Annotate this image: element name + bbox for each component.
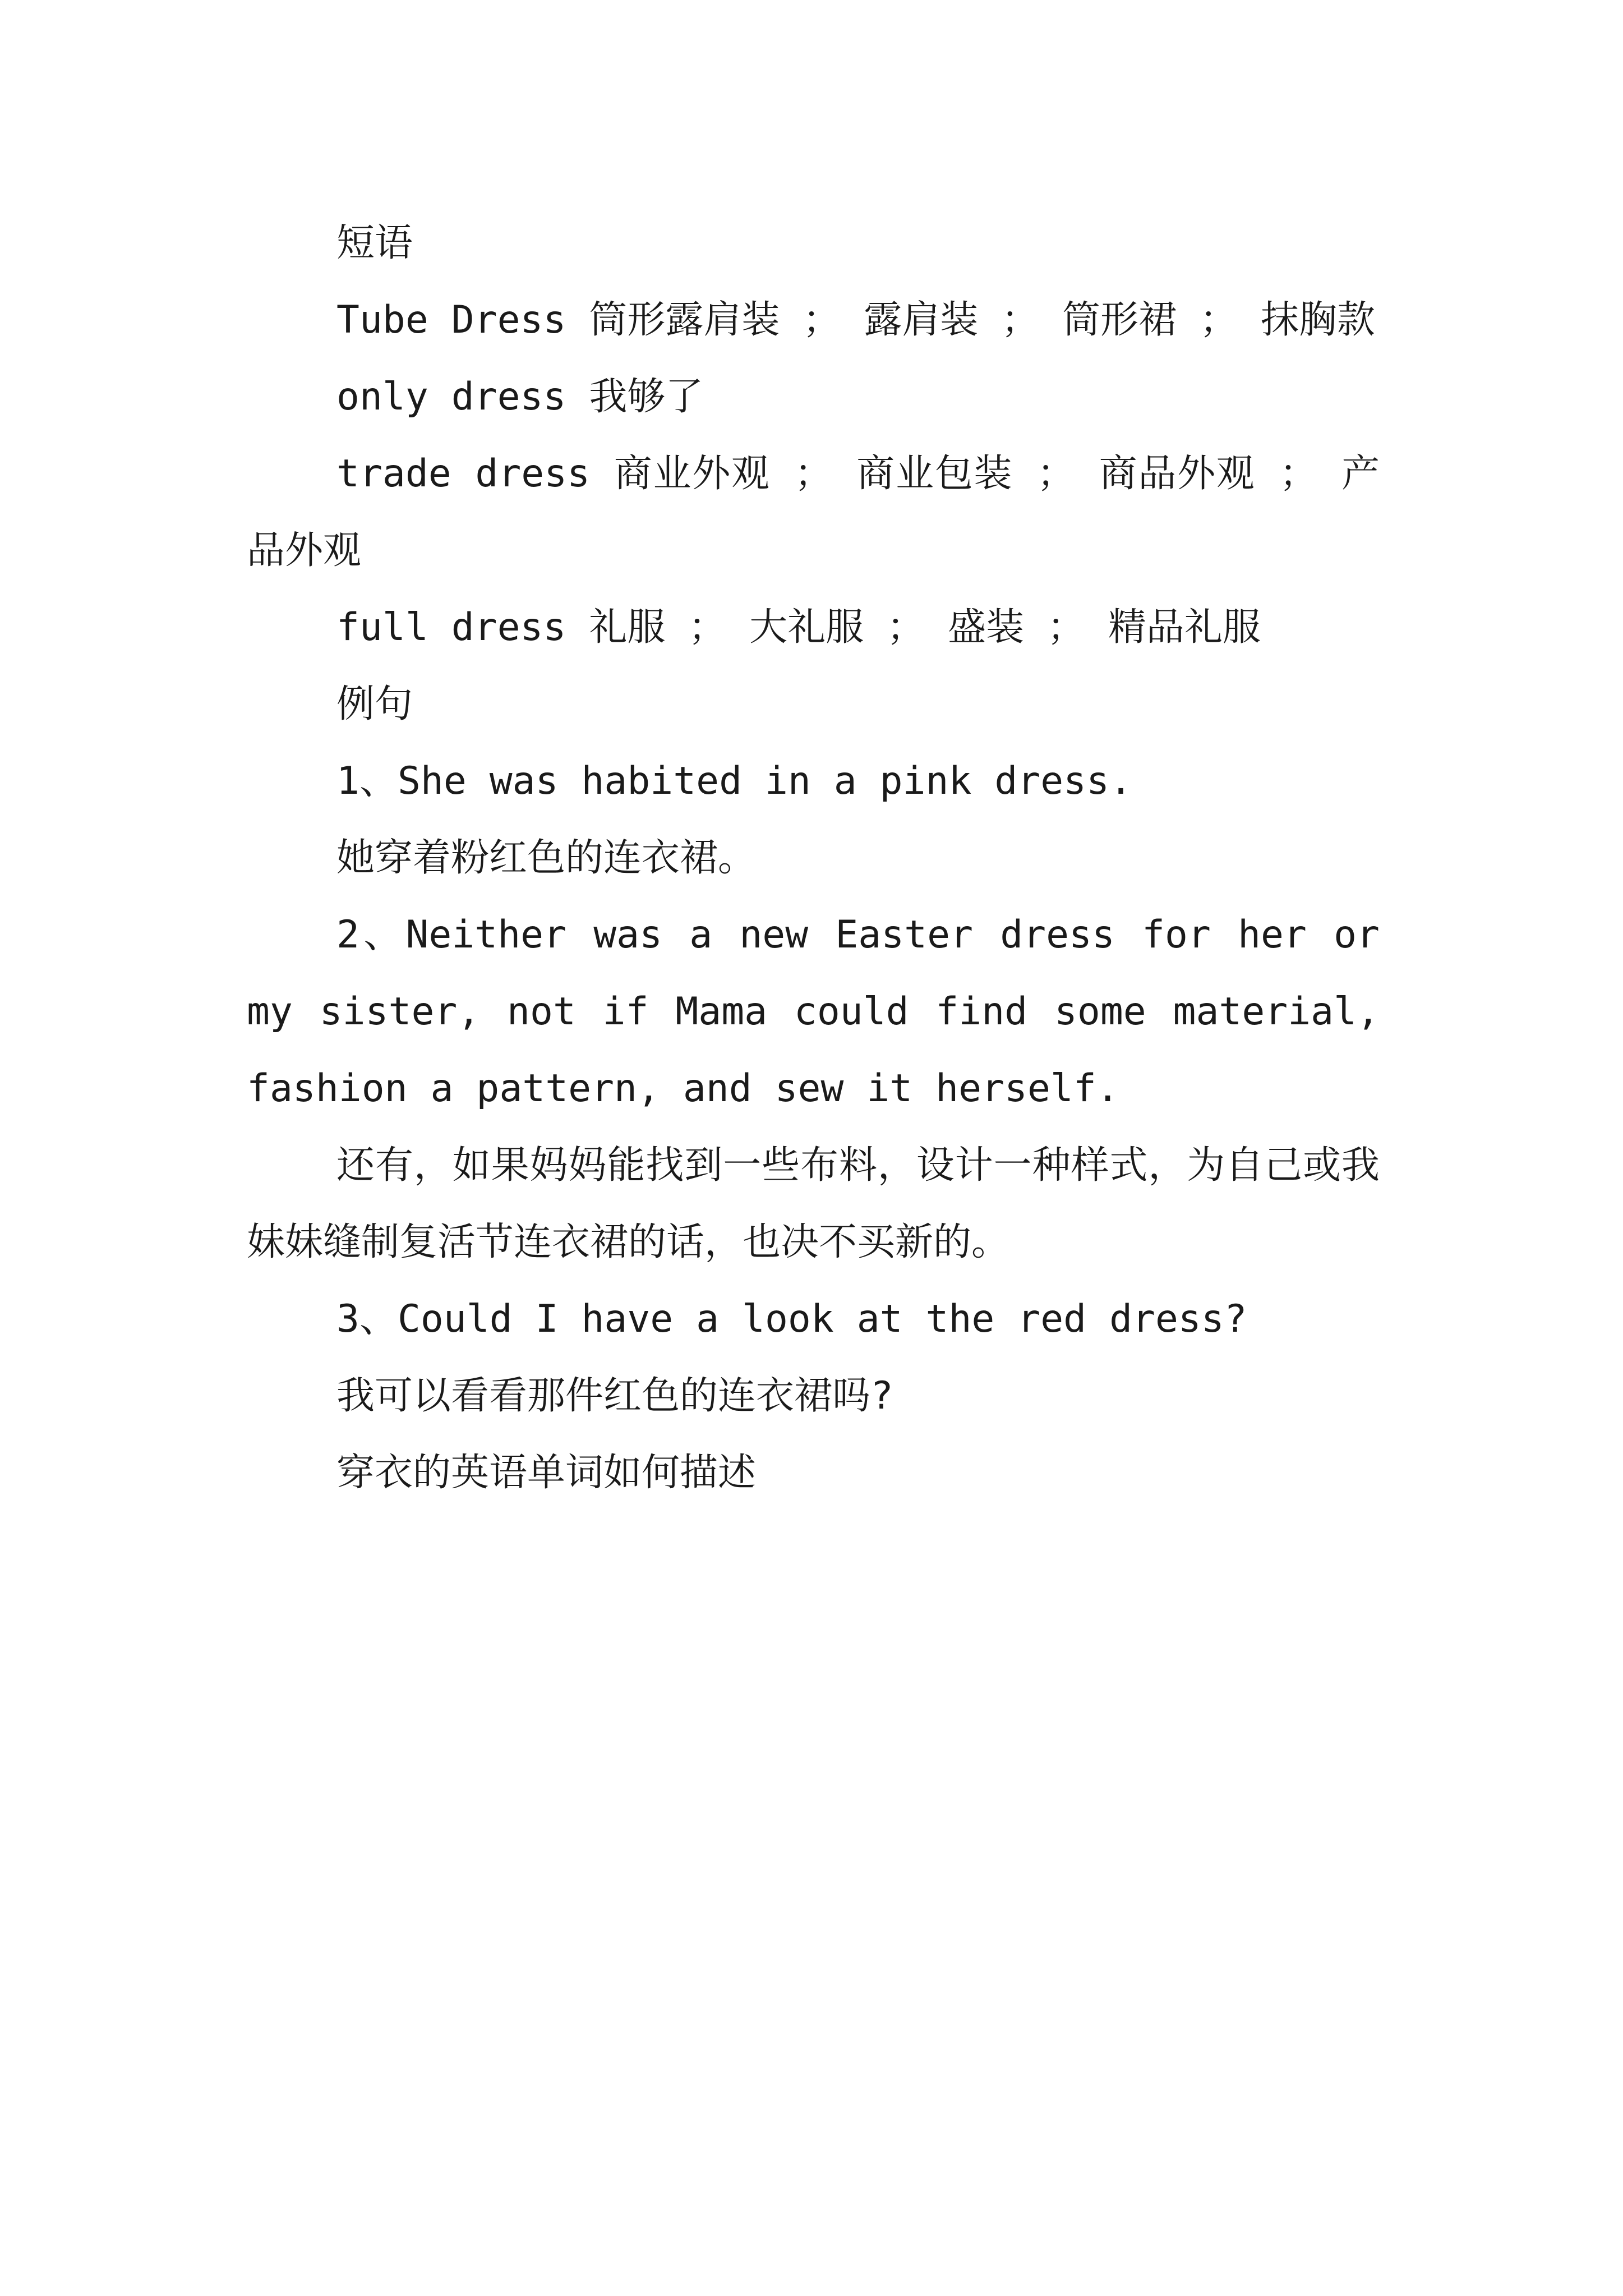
example-2-chinese: 还有，如果妈妈能找到一些布料，设计一种样式，为自己或我妹妹缝制复活节连衣裙的话，也决不买新的。	[247, 1143, 1380, 1264]
phrase-tube-dress: Tube Dress 筒形露肩装 ； 露肩装 ； 筒形裙 ； 抹胸款	[336, 298, 1375, 342]
next-section-title: 穿衣的英语单词如何描述	[336, 1451, 757, 1495]
example-3-chinese: 我可以看看那件红色的连衣裙吗?	[336, 1374, 893, 1418]
example-1-chinese: 她穿着粉红色的连衣裙。	[336, 836, 757, 880]
phrase-full-dress: full dress 礼服 ； 大礼服 ； 盛装 ； 精品礼服	[336, 605, 1261, 650]
phrase-trade-dress: trade dress 商业外观 ； 商业包装 ； 商品外观 ； 产品外观	[247, 452, 1380, 573]
example-3-english: 3、Could I have a look at the red dress?	[336, 1297, 1247, 1341]
example-1-english: 1、She was habited in a pink dress.	[336, 759, 1133, 803]
section-heading-examples: 例句	[336, 682, 413, 726]
phrase-only-dress: only dress 我够了	[336, 375, 704, 419]
example-2-english: 2、Neither was a new Easter dress for her or my sister, not if Mama could find some material, fashion a pattern, and sew it herself.	[247, 913, 1380, 1111]
document-body	[247, 205, 1380, 1511]
section-heading-phrases: 短语	[336, 221, 413, 265]
